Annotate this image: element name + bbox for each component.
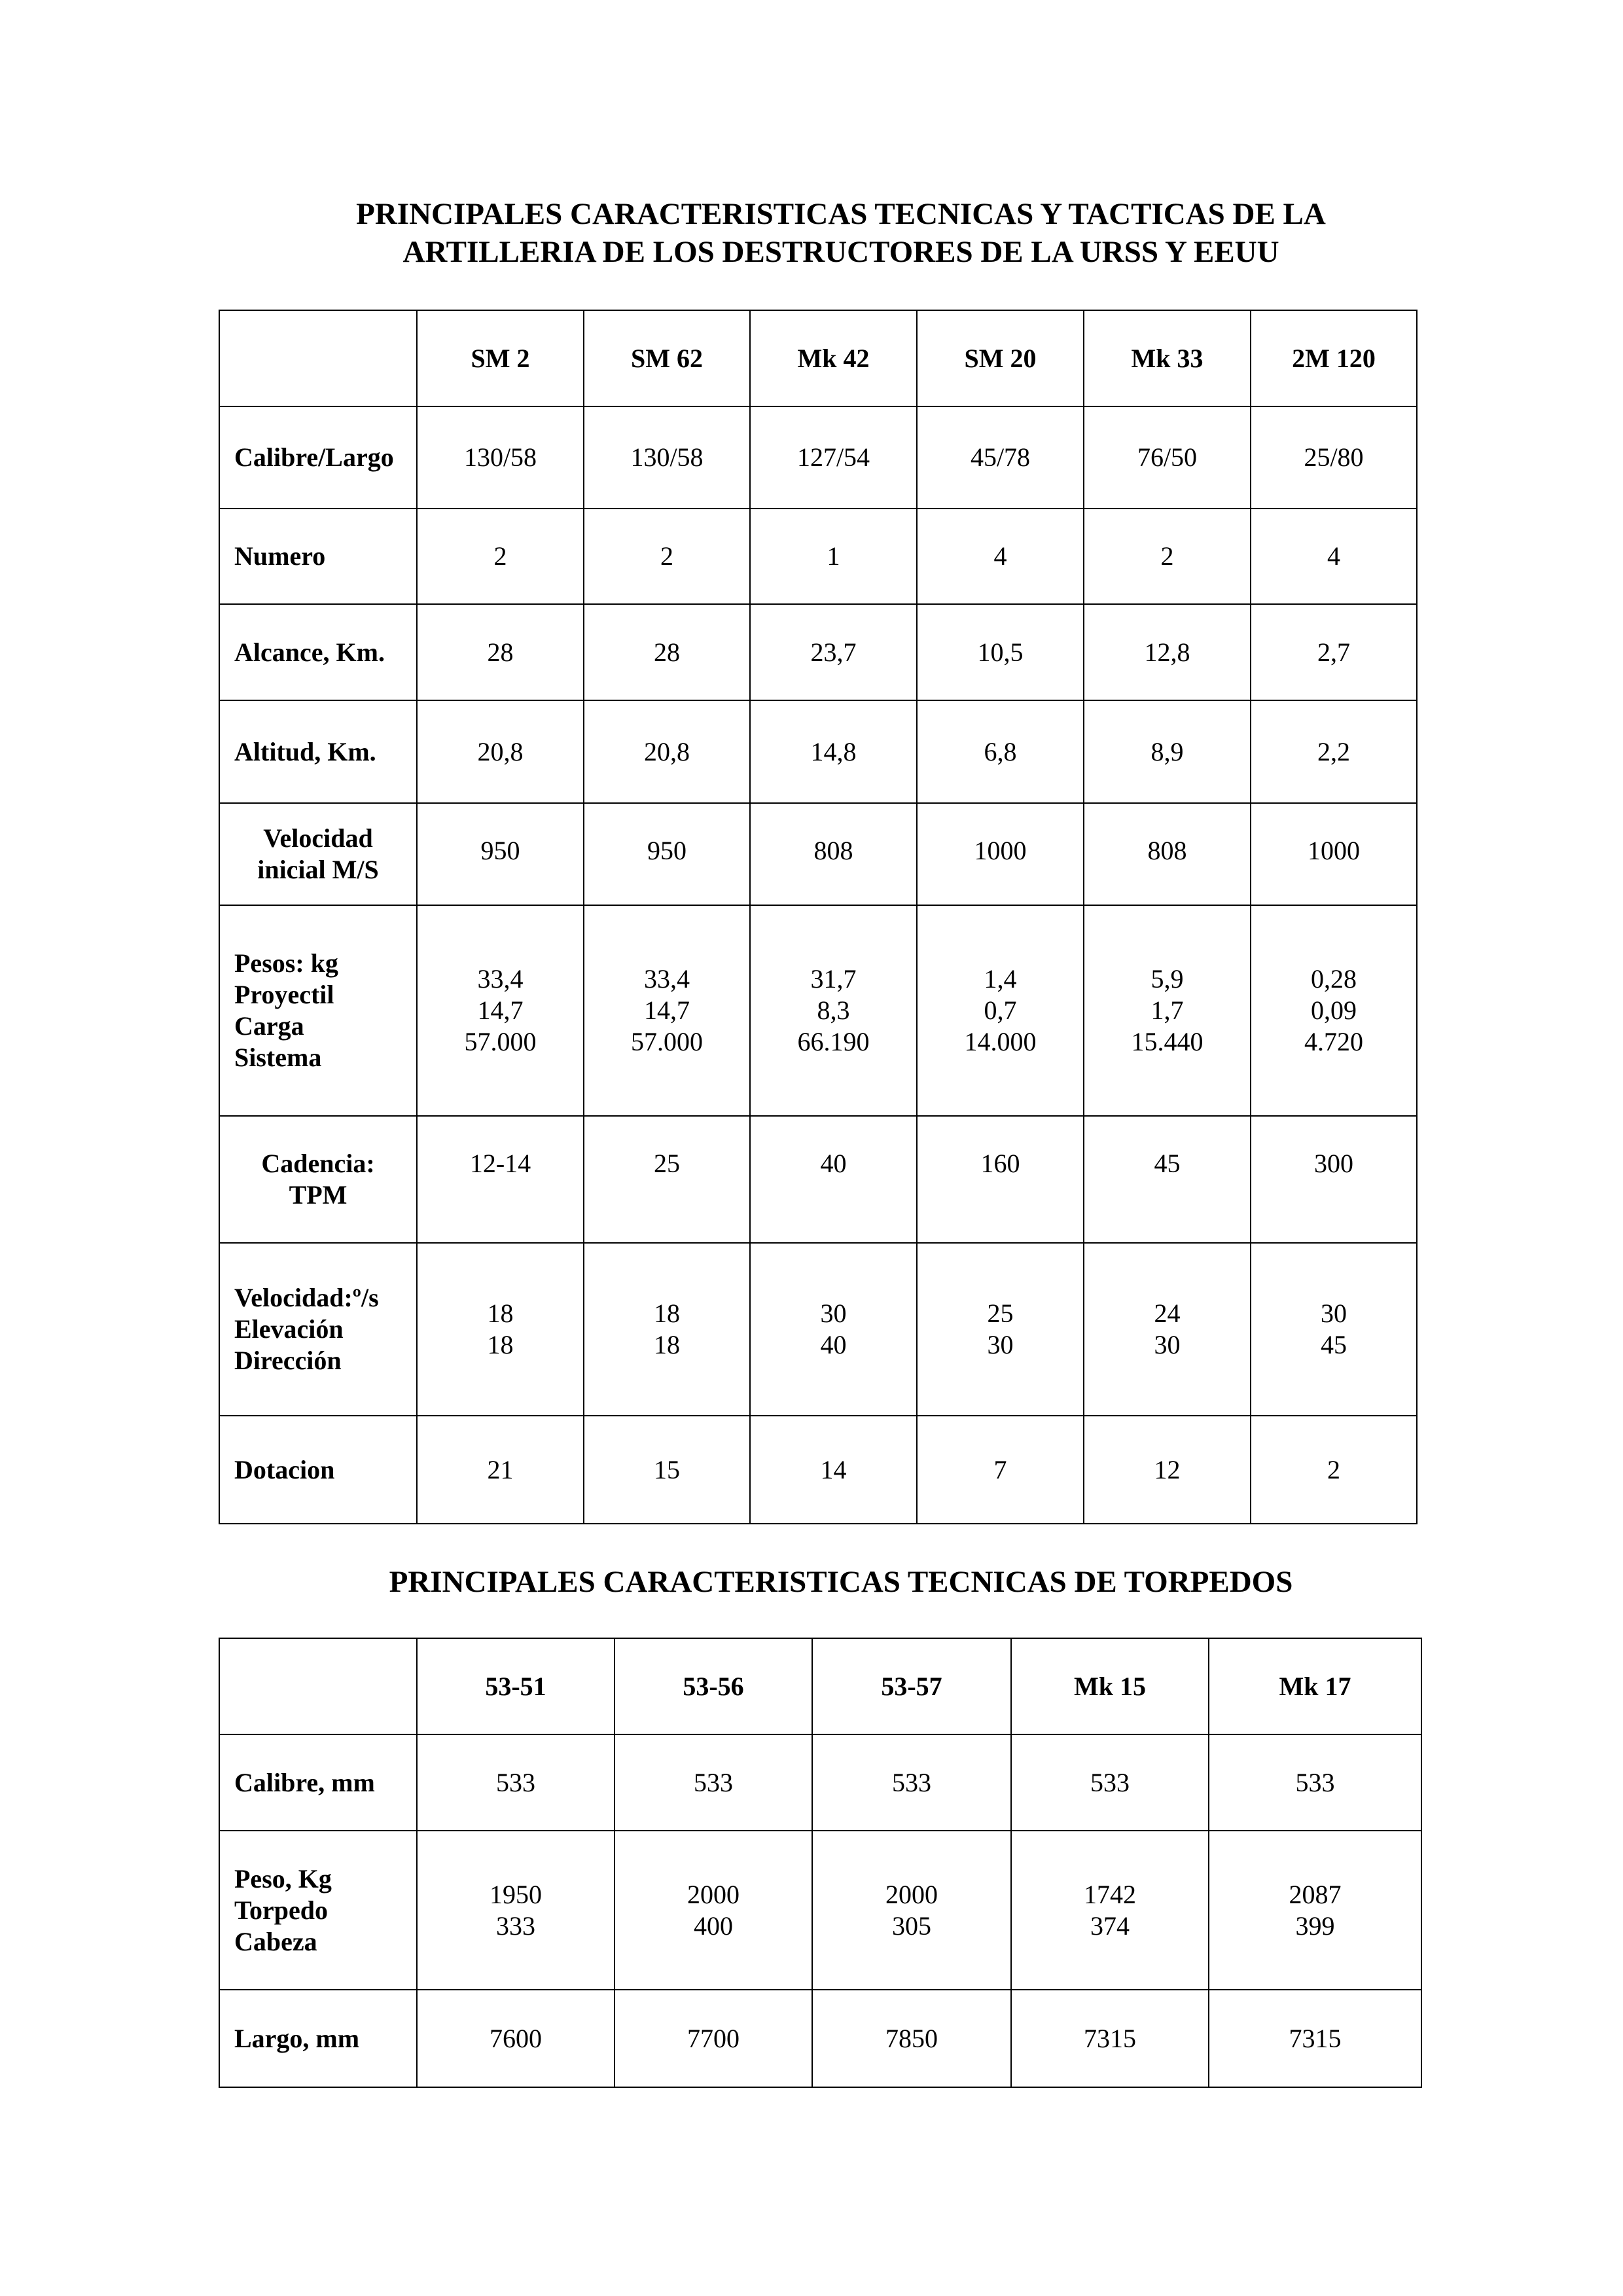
table-cell: 7850 — [812, 1990, 1011, 2087]
table-cell: 25 — [584, 1116, 750, 1243]
table-cell: 5,9 1,7 15.440 — [1084, 905, 1251, 1116]
table-cell: 30 45 — [1251, 1243, 1417, 1416]
table-cell: 1000 — [917, 803, 1084, 905]
table-cell: 14,8 — [750, 700, 917, 803]
row-label: Peso, Kg Torpedo Cabeza — [219, 1831, 417, 1990]
column-header: SM 2 — [417, 310, 584, 406]
table-cell: 2000 400 — [615, 1831, 812, 1990]
table-cell: 10,5 — [917, 604, 1084, 700]
table-cell: 808 — [750, 803, 917, 905]
table-cell: 7600 — [417, 1990, 615, 2087]
table-cell: 45/78 — [917, 406, 1084, 509]
title-artilleria: PRINCIPALES CARACTERISTICAS TECNICAS Y TACTICAS DE LA ARTILLERIA DE LOS DESTRUCTORES DE LA URSS Y EEUU — [356, 197, 1326, 269]
table-cell: 28 — [417, 604, 584, 700]
table-row — [219, 604, 1417, 700]
column-header — [219, 1638, 417, 1734]
table-cell: 31,7 8,3 66.190 — [750, 905, 917, 1116]
table-cell: 7700 — [615, 1990, 812, 2087]
column-header: Mk 33 — [1084, 310, 1251, 406]
table-cell: 40 — [750, 1116, 917, 1243]
table-row — [219, 1831, 1421, 1990]
table-cell: 2 — [1084, 509, 1251, 604]
column-header: 53-57 — [812, 1638, 1011, 1734]
table-cell: 12 — [1084, 1416, 1251, 1524]
table-cell: 18 18 — [417, 1243, 584, 1416]
table-cell: 2,7 — [1251, 604, 1417, 700]
table-row — [219, 1990, 1421, 2087]
table-cell: 130/58 — [584, 406, 750, 509]
table-cell: 533 — [417, 1734, 615, 1831]
table-cell: 0,28 0,09 4.720 — [1251, 905, 1417, 1116]
row-label: Dotacion — [219, 1416, 417, 1524]
table-row — [219, 700, 1417, 803]
table-cell: 2000 305 — [812, 1831, 1011, 1990]
table-cell: 533 — [615, 1734, 812, 1831]
row-label: Calibre/Largo — [219, 406, 417, 509]
table-cell: 950 — [584, 803, 750, 905]
table-cell: 14 — [750, 1416, 917, 1524]
table-cell: 2087 399 — [1209, 1831, 1421, 1990]
table-row — [219, 1116, 1417, 1243]
table-cell: 45 — [1084, 1116, 1251, 1243]
row-label: Alcance, Km. — [219, 604, 417, 700]
column-header: 53-56 — [615, 1638, 812, 1734]
column-header: SM 20 — [917, 310, 1084, 406]
row-label: Velocidad inicial M/S — [219, 803, 417, 905]
table-cell: 2 — [1251, 1416, 1417, 1524]
header-row — [219, 310, 1417, 406]
column-header: Mk 42 — [750, 310, 917, 406]
table-row — [219, 1734, 1421, 1831]
table-cell: 4 — [1251, 509, 1417, 604]
row-label: Velocidad:º/s Elevación Dirección — [219, 1243, 417, 1416]
table-row — [219, 1243, 1417, 1416]
table-cell: 25/80 — [1251, 406, 1417, 509]
header-row — [219, 1638, 1421, 1734]
table-cell: 23,7 — [750, 604, 917, 700]
table-cell: 1742 374 — [1011, 1831, 1209, 1990]
row-label: Calibre, mm — [219, 1734, 417, 1831]
table-cell: 25 30 — [917, 1243, 1084, 1416]
table-cell: 7315 — [1209, 1990, 1421, 2087]
table-cell: 30 40 — [750, 1243, 917, 1416]
table-cell: 7315 — [1011, 1990, 1209, 2087]
table-cell: 950 — [417, 803, 584, 905]
table-cell: 6,8 — [917, 700, 1084, 803]
table-cell: 160 — [917, 1116, 1084, 1243]
table-row — [219, 905, 1417, 1116]
table-cell: 12-14 — [417, 1116, 584, 1243]
table-cell: 1,4 0,7 14.000 — [917, 905, 1084, 1116]
table-cell: 2 — [584, 509, 750, 604]
table-cell: 33,4 14,7 57.000 — [584, 905, 750, 1116]
row-label: Numero — [219, 509, 417, 604]
table-cell: 8,9 — [1084, 700, 1251, 803]
table-cell: 533 — [1011, 1734, 1209, 1831]
table-cell: 4 — [917, 509, 1084, 604]
table-cell: 15 — [584, 1416, 750, 1524]
table-cell: 130/58 — [417, 406, 584, 509]
table-cell: 20,8 — [584, 700, 750, 803]
table-cell: 533 — [1209, 1734, 1421, 1831]
column-header: SM 62 — [584, 310, 750, 406]
column-header: Mk 17 — [1209, 1638, 1421, 1734]
row-label: Pesos: kg Proyectil Carga Sistema — [219, 905, 417, 1116]
table-cell: 127/54 — [750, 406, 917, 509]
row-label: Largo, mm — [219, 1990, 417, 2087]
table-row — [219, 509, 1417, 604]
table-cell: 808 — [1084, 803, 1251, 905]
table-cell: 1000 — [1251, 803, 1417, 905]
table-cell: 12,8 — [1084, 604, 1251, 700]
table-cell: 1 — [750, 509, 917, 604]
table-cell: 300 — [1251, 1116, 1417, 1243]
table-cell: 7 — [917, 1416, 1084, 1524]
artilleria-table — [219, 310, 1418, 1524]
column-header: Mk 15 — [1011, 1638, 1209, 1734]
column-header: 2M 120 — [1251, 310, 1417, 406]
table-cell: 21 — [417, 1416, 584, 1524]
table-cell: 2 — [417, 509, 584, 604]
torpedos-table — [219, 1638, 1422, 2088]
column-header — [219, 310, 417, 406]
table-row — [219, 803, 1417, 905]
table-cell: 33,4 14,7 57.000 — [417, 905, 584, 1116]
table-cell: 2,2 — [1251, 700, 1417, 803]
title-torpedos: PRINCIPALES CARACTERISTICAS TECNICAS DE TORPEDOS — [389, 1565, 1293, 1599]
row-label: Altitud, Km. — [219, 700, 417, 803]
table-cell: 18 18 — [584, 1243, 750, 1416]
table-cell: 28 — [584, 604, 750, 700]
table-row — [219, 1416, 1417, 1524]
table-cell: 24 30 — [1084, 1243, 1251, 1416]
row-label: Cadencia: TPM — [219, 1116, 417, 1243]
column-header: 53-51 — [417, 1638, 615, 1734]
table-cell: 533 — [812, 1734, 1011, 1831]
table-cell: 20,8 — [417, 700, 584, 803]
table-cell: 76/50 — [1084, 406, 1251, 509]
table-row — [219, 406, 1417, 509]
table-cell: 1950 333 — [417, 1831, 615, 1990]
